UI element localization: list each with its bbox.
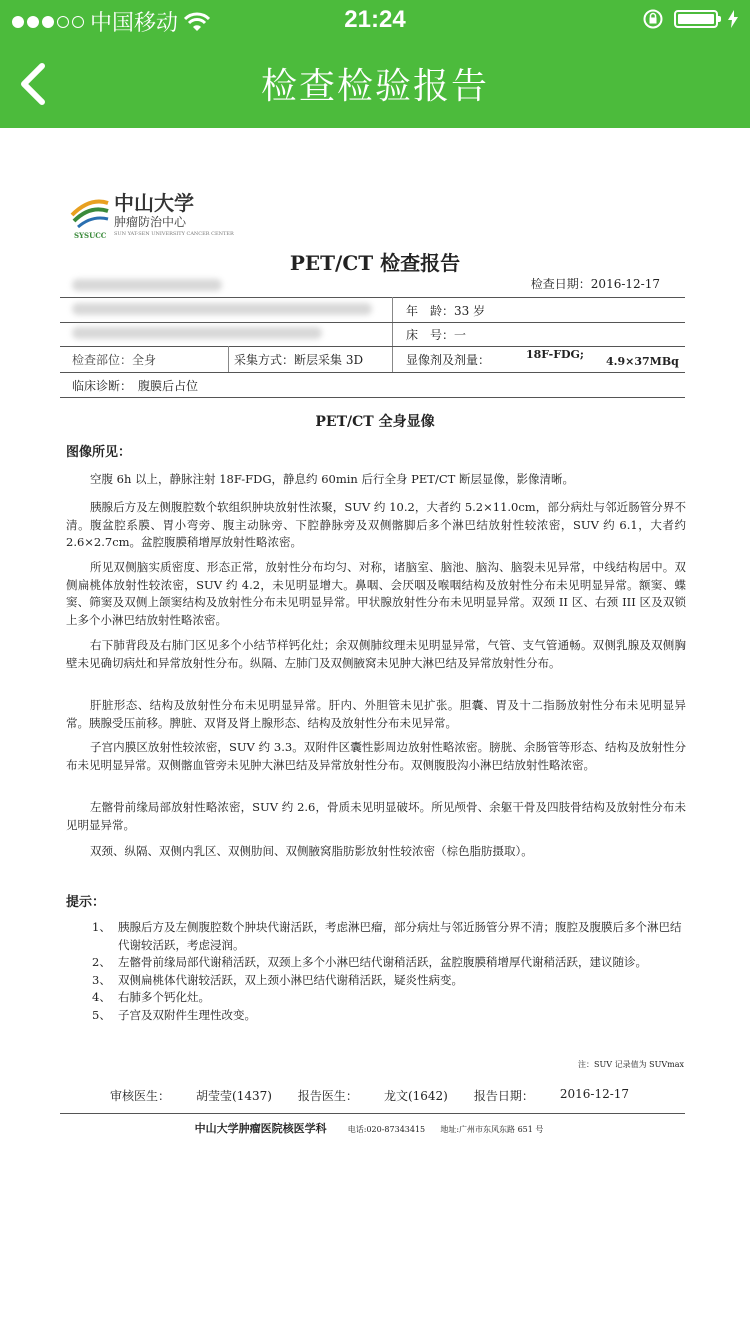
status-bar xyxy=(0,0,750,40)
logo-name: 中山大学 xyxy=(114,191,194,215)
footer-phone: 电话:020-87343415 xyxy=(347,1125,426,1134)
divider xyxy=(60,346,685,347)
tip-item: 5、 子宫及双附件生理性改变。 xyxy=(92,1007,256,1022)
reviewer-name: 胡莹莹(1437) xyxy=(196,1089,272,1103)
findings-label: 图像所见： xyxy=(66,445,132,460)
finding-paragraph: 空腹 6h 以上，静脉注射 18F-FDG，静息约 60min 后行全身 PET/CT 断层显像，影像清晰。 xyxy=(90,472,574,486)
reporter-label: 报告医生： xyxy=(297,1089,358,1103)
signature-row xyxy=(110,1087,629,1104)
divider xyxy=(392,297,393,372)
clinical-diagnosis: 临床诊断： 腹膜后占位 xyxy=(72,379,199,393)
tips-label: 提示： xyxy=(66,895,106,910)
charging-icon xyxy=(728,10,738,28)
redacted-field xyxy=(72,327,322,339)
agent-name: 18F-FDG; xyxy=(526,348,584,361)
tip-item: 2、 左髂骨前缘局部代谢稍活跃，双颈上多个小淋巴结代谢稍活跃，盆腔腹膜稍增厚代谢稍活跃，建议随诊。 xyxy=(92,955,647,969)
tip-item: 1、 胰腺后方及左侧腹腔数个肿块代谢活跃，考虑淋巴瘤，部分病灶与邻近肠管分界不清；腹腔及腹膜后多个淋巴结代谢较活跃，考虑浸润。 xyxy=(92,920,682,952)
agent-label: 显像剂及剂量： xyxy=(406,353,491,367)
bed-number: 床 号：一 xyxy=(406,328,467,342)
logo-english: SUN YAT-SEN UNIVERSITY CANCER CENTER xyxy=(114,231,234,237)
divider xyxy=(228,346,229,372)
tip-item: 4、 右肺多个钙化灶。 xyxy=(92,990,210,1004)
section-title: PET/CT 全身显像 xyxy=(315,414,435,430)
suv-note: 注：SUV 记录值为 SUVmax xyxy=(578,1060,684,1069)
footer-org: 中山大学肿瘤医院核医学科 xyxy=(194,1122,327,1135)
divider xyxy=(60,372,685,373)
divider xyxy=(60,322,685,323)
finding-paragraph: 左髂骨前缘局部放射性略浓密，SUV 约 2.6，骨质未见明显破坏。所见颅骨、余躯干骨及四肢骨结构及放射性分布未见明显异常。 xyxy=(66,800,686,832)
finding-paragraph: 所见双侧脑实质密度、形态正常，放射性分布均匀、对称，诸脑室、脑池、脑沟、脑裂未见异常，中线结构居中。双侧扁桃体放射性较浓密，SUV 约 4.2，未见明显增大。鼻咽、会厌咽及喉咽结构及放射性分布未见明显异常。额窦、蝶窦、筛窦及双侧上颌窦结构及放射性分布未见明显异常。甲状腺放射性分布未见明显异常。双颈 II 区、右颈 III 区及双锁上多个小淋巴结放射性略浓密。 xyxy=(66,560,686,627)
redacted-field xyxy=(72,303,372,315)
collect-method: 采集方式：断层采集 3D xyxy=(234,353,364,367)
footer-address: 地址:广州市东风东路 651 号 xyxy=(440,1125,544,1134)
status-time: 21:24 xyxy=(344,6,406,33)
carrier-label: 中国移动 xyxy=(90,10,179,35)
report-title: PET/CT 检查报告 xyxy=(289,251,461,275)
page-title: 检查检验报告 xyxy=(260,66,489,107)
exam-date: 检查日期：2016-12-17 xyxy=(530,277,660,291)
agent-dose: 4.9×37MBq xyxy=(606,355,679,368)
patient-age: 年 龄：33 岁 xyxy=(406,304,486,318)
reporter-name: 龙文(1642) xyxy=(383,1089,448,1103)
report-date: 2016-12-17 xyxy=(559,1087,630,1101)
battery-icon xyxy=(674,10,718,28)
redacted-field xyxy=(72,279,222,291)
divider xyxy=(60,297,685,298)
report-date-label: 报告日期： xyxy=(473,1089,534,1103)
divider xyxy=(60,397,685,398)
exam-site: 检查部位：全身 xyxy=(72,353,157,367)
finding-paragraph: 胰腺后方及左侧腹腔数个软组织肿块放射性浓聚，SUV 约 10.2，大者约 5.2×11.0cm，部分病灶与邻近肠管分界不清。腹盆腔系膜、胃小弯旁、腹主动脉旁、下腔静脉旁及双侧髂脚后多个淋巴结放射性较浓密，SUV 约 6.1，大者约 2.6×2.7cm。盆腔腹膜稍增厚放射性略浓密。 xyxy=(66,500,686,549)
tips-list xyxy=(66,919,686,1024)
finding-paragraph: 双颈、纵隔、双侧内乳区、双侧肋间、双侧腋窝脂肪影放射性较浓密（棕色脂肪摄取）。 xyxy=(90,844,533,858)
finding-paragraph: 肝脏形态、结构及放射性分布未见明显异常。肝内、外胆管未见扩张。胆囊、胃及十二指肠放射性分布未见明显异常。胰腺受压前移。脾脏、双肾及肾上腺形态、结构及放射性分布未见异常。 xyxy=(66,698,686,730)
hospital-logo xyxy=(70,187,234,247)
logo-subtitle: 肿瘤防治中心 xyxy=(114,215,187,229)
navigation-bar xyxy=(0,40,750,128)
tip-item: 3、 双侧扁桃体代谢较活跃，双上颈小淋巴结代谢稍活跃，疑炎性病变。 xyxy=(92,972,463,987)
finding-paragraph: 子宫内膜区放射性较浓密，SUV 约 3.3。双附件区囊性影周边放射性略浓密。膀胱、余肠管等形态、结构及放射性分布未见明显异常。双侧髂血管旁未见肿大淋巴结及异常放射性分布。双侧腹股沟小淋巴结放射性略浓密。 xyxy=(66,740,686,772)
app-header xyxy=(0,0,750,128)
report-footer xyxy=(60,1120,690,1136)
finding-paragraph: 右下肺背段及右肺门区见多个小结节样钙化灶；余双侧肺纹理未见明显异常，气管、支气管通畅。双侧乳腺及双侧胸壁未见确切病灶和异常放射性分布。纵隔、左肺门及双侧腋窝未见肿大淋巴结及异常放射性分布。 xyxy=(66,638,686,670)
divider xyxy=(60,1113,685,1114)
logo-abbr: SYSUCC xyxy=(74,231,107,240)
rotation-lock-icon xyxy=(642,8,664,30)
hospital-emblem-icon xyxy=(70,189,110,229)
reviewer-label: 审核医生： xyxy=(110,1089,171,1103)
